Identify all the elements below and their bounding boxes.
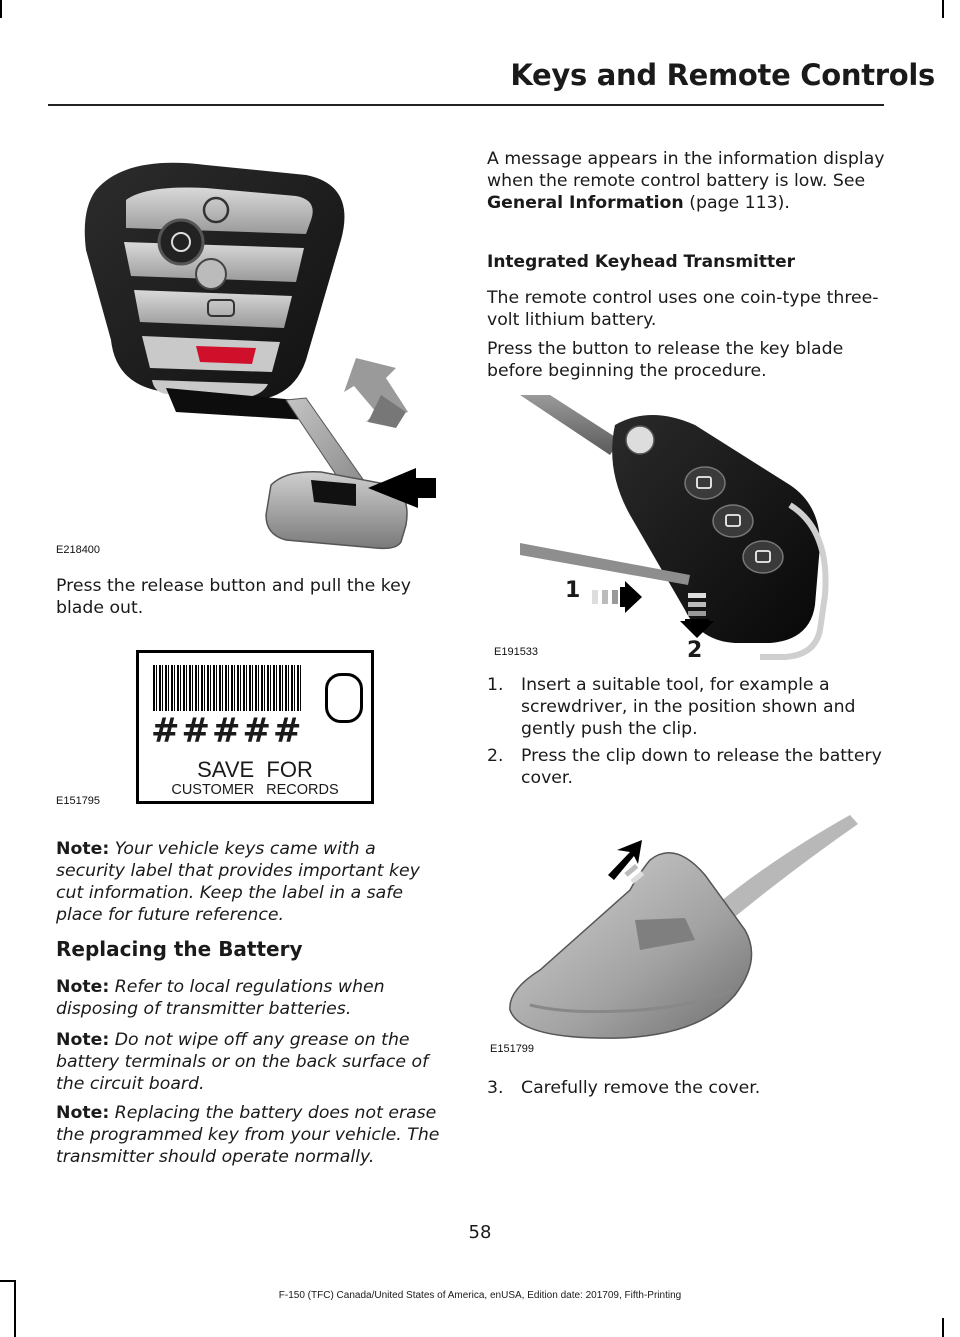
heading-integrated-keyhead: Integrated Keyhead Transmitter [487, 252, 796, 272]
flip-key-illustration [520, 395, 860, 665]
key-fob-illustration [56, 150, 436, 560]
battery-type-text: The remote control uses one coin-type three-volt lithium battery. [487, 288, 879, 330]
crop-mark-bottom-left [14, 1280, 16, 1337]
key-slot-outline [325, 673, 363, 723]
low-battery-message: A message appears in the information display when the remote control battery is low. See General Information (page 113). [487, 149, 885, 213]
crop-mark-bottom-right [942, 1318, 944, 1337]
heading-replacing-battery: Replacing the Battery [56, 937, 303, 961]
crop-mark-top-left [0, 0, 2, 18]
header-rule [48, 104, 884, 106]
note-security-label [56, 838, 448, 926]
figure-code-label: E151795 [56, 795, 101, 807]
step-item [487, 745, 887, 789]
release-instruction: Press the release button and pull the key blade out. [56, 576, 411, 618]
barcode-graphic [153, 665, 303, 711]
step-text: Insert a suitable tool, for example a screwdriver, in the position shown and gently push the clip. [521, 675, 856, 739]
step-text: Carefully remove the cover. [521, 1078, 761, 1098]
step-text: Press the clip down to release the battery cover. [521, 746, 882, 788]
step-item [487, 674, 887, 740]
crop-mark-top-right [942, 0, 944, 18]
edition-info: F-150 (TFC) Canada/United States of America, enUSA, Edition date: 201709, Fifth-Printing [278, 1290, 682, 1301]
note-text: Replacing the battery does not erase the programmed key from your vehicle. The transmitter should operate normally. [56, 1103, 440, 1167]
note-grease [56, 1029, 448, 1095]
page-title: Keys and Remote Controls [510, 58, 935, 92]
callout-1: 1 [565, 578, 581, 603]
note-disposal [56, 976, 448, 1020]
customer-records-text: CUSTOMER RECORDS [171, 782, 339, 798]
key-code-placeholder: ##### [151, 711, 304, 751]
step-number: 1. [487, 675, 504, 695]
note-label: Note: [56, 1103, 110, 1123]
battery-cover-illustration [500, 800, 870, 1050]
figure-code-fob: E218400 [56, 544, 101, 556]
note-label: Note: [56, 1030, 110, 1050]
step-item [487, 1077, 887, 1099]
crop-mark-bottom-left-h [0, 1280, 16, 1282]
callout-2: 2 [687, 638, 703, 663]
figure-code-cover: E151799 [490, 1043, 535, 1055]
step-number: 3. [487, 1078, 504, 1098]
save-for-text: SAVE FOR [197, 757, 313, 782]
release-blade-text: Press the button to release the key blade before beginning the procedure. [487, 339, 844, 381]
security-label-illustration [136, 650, 374, 804]
note-label: Note: [56, 977, 110, 997]
note-text: Refer to local regulations when disposing of transmitter batteries. [56, 977, 385, 1019]
note-text: Do not wipe off any grease on the battery terminals or on the back surface of the circuit board. [56, 1030, 429, 1094]
note-label: Note: [56, 839, 110, 859]
note-programmed-key [56, 1102, 448, 1168]
page-number: 58 [468, 1222, 492, 1243]
step-number: 2. [487, 746, 504, 766]
figure-code-flip-key: E191533 [494, 646, 539, 658]
note-text: Your vehicle keys came with a security label that provides important key cut information. Keep the label in a safe place for future reference. [56, 839, 420, 925]
general-information-link[interactable]: General Information [487, 193, 684, 213]
